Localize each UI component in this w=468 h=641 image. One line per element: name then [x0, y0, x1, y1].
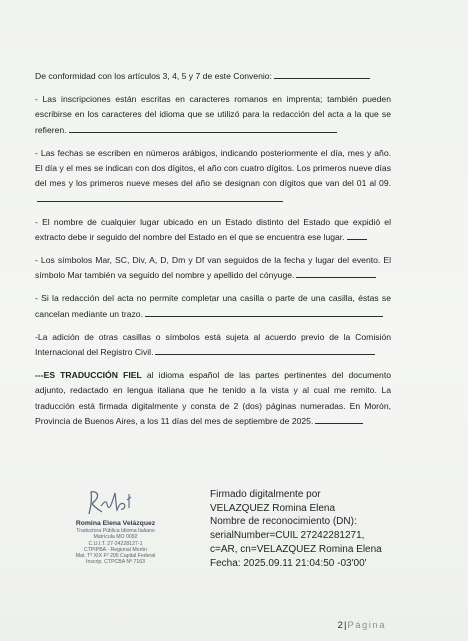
paragraph-text: - Las inscripciones están escritas en caracteres romanos en imprenta; también pueden escribirse en los caracteres del idioma que se utilizó para la redacción del acta a la que se refieren. [35, 93, 391, 135]
fill-line [296, 271, 376, 278]
page-label: Página [347, 620, 386, 631]
document-body [35, 69, 391, 430]
fill-line [315, 417, 363, 424]
fill-line [69, 126, 337, 133]
paragraph-text: - El nombre de cualquier lugar ubicado en un Estado distinto del Estado que expidió el extracto debe ir seguido del nombre del Estado en el que se encuentra ese lugar. [35, 216, 391, 243]
stamp-line: CTPIPBA - Regional Morón [83, 546, 148, 553]
translator-stamp [58, 488, 173, 565]
paragraph-text: - Los símbolos Mar, SC, Div, A, D, Dm y Df van seguidos de la fecha y lugar del evento. El símbolo Mar también va seguido del nombre y apellido del cónyuge. [35, 255, 391, 281]
digital-signature-line: Fecha: 2025.09.11 21:04:50 -03'00' [210, 557, 367, 569]
fill-line [274, 72, 370, 79]
paragraph-trazo [35, 291, 391, 322]
paragraph-text: - Si la redacción del acta no permite completar una casilla o parte de una casilla, éstas se cancelan mediante un trazo. [35, 293, 391, 319]
paragraph-nombre-lugar [35, 215, 391, 246]
page-separator: | [343, 620, 348, 631]
stamp-line: Matrícula MO 0092 [93, 534, 138, 541]
stamp-line: Inscrip. CTPCBA Nº 7163 [86, 559, 145, 566]
fill-line [37, 195, 283, 202]
translation-lead: ---ES TRADUCCIÓN FIEL [35, 370, 142, 380]
fill-line [347, 233, 367, 240]
digital-signature-block [210, 488, 450, 570]
paragraph-text: De conformidad con los artículos 3, 4, 5 y 7 de este Convenio: [35, 71, 272, 81]
fill-line [155, 348, 375, 355]
page-number: 2 [337, 620, 344, 631]
digital-signature-line: Nombre de reconocimiento (DN): [210, 516, 357, 528]
digital-signature-line: serialNumber=CUIL 27242281271, [210, 530, 365, 542]
digital-signature-line: VELAZQUEZ Romina Elena [210, 502, 336, 514]
paragraph-text: - Las fechas se escriben en números arábigos, indicando posteriormente el día, mes y año. El día y el mes se indican con dos dígitos, el año con cuatro dígitos. Los primeros nueve días del mes y los primeros nueve meses del año se designan con dígitos que van del 01 al 09. [35, 147, 391, 189]
translation-text: al idioma español de las partes pertinentes del documento adjunto, redactado en lengua italiana que he tenido a la vista y al cual me remito. La traducción está firmada digitalmente y consta de 2 (dos) páginas numeradas. En Morón, Provincia de Buenos Aires, a los 11 días del mes de septiembre de 2025. [35, 370, 391, 427]
digital-signature-line: c=AR, cn=VELAZQUEZ Romina Elena [210, 543, 382, 555]
stamp-line: Mat. Tº XIX Fº 205 Capital Federal [75, 553, 156, 560]
paragraph-convenio [35, 69, 391, 84]
paragraph-inscripciones [35, 92, 391, 138]
handwritten-signature [61, 488, 171, 518]
digital-signature-line: Firmado digitalmente por [210, 489, 321, 500]
paragraph-simbolos [35, 253, 391, 284]
paragraph-fechas [35, 146, 391, 208]
paragraph-adicion [35, 330, 391, 361]
stamp-title: Traductora Pública Idioma Italiano [76, 528, 155, 535]
page-footer [338, 620, 386, 631]
stamp-line: C.U.I.T. 27-24228127-1 [88, 540, 143, 547]
paragraph-traduccion-fiel [35, 368, 391, 430]
paragraph-text: -La adición de otras casillas o símbolos está sujeta al acuerdo previo de la Comisión Internacional del Registro Civil. [35, 331, 391, 358]
stamp-name: Romina Elena Velázquez [75, 520, 156, 528]
fill-line [145, 310, 383, 317]
